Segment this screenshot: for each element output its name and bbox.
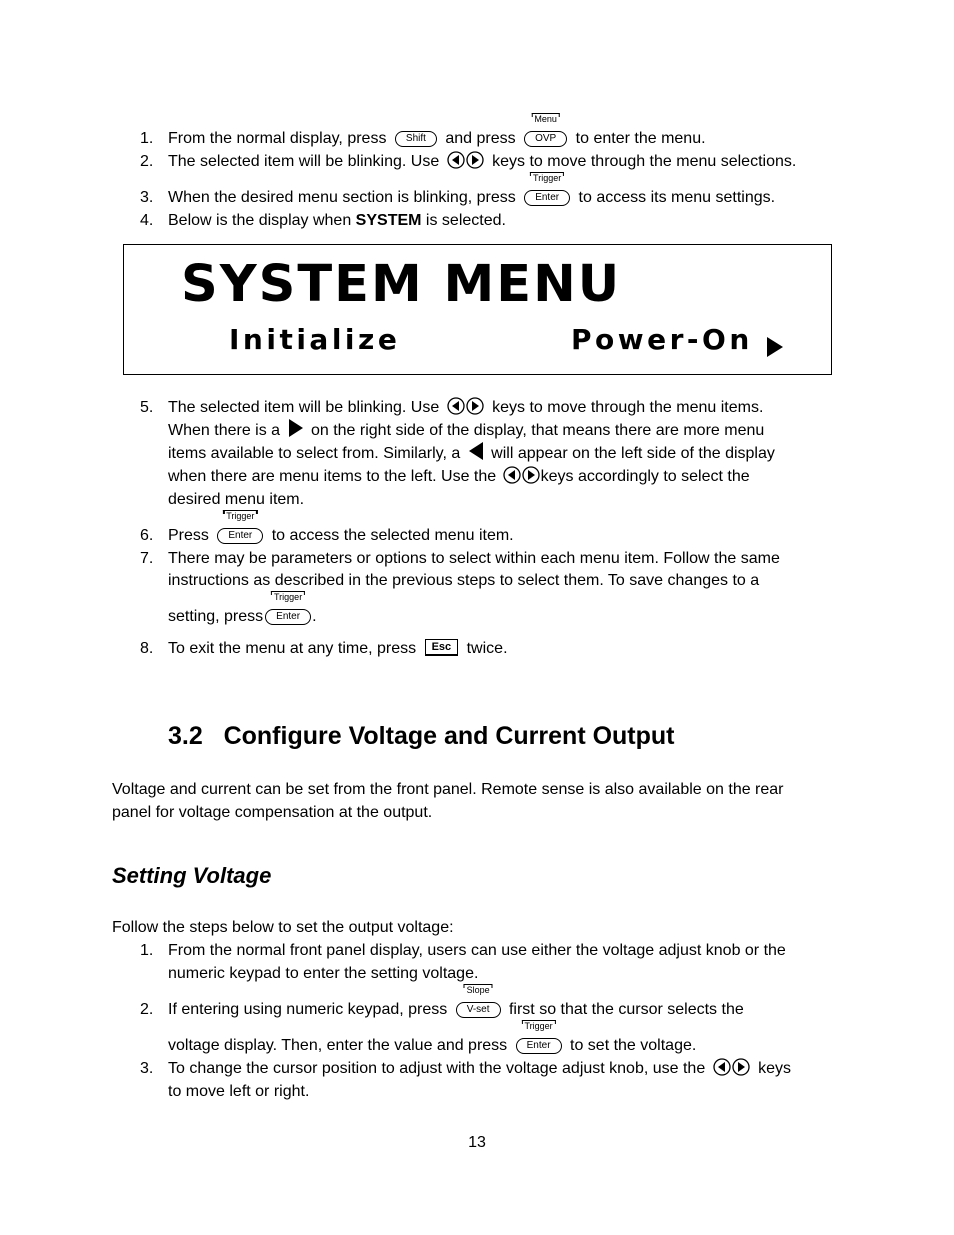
list-item-line: items available to select from. Similarly, a will appear on the left side of the display: [168, 442, 775, 465]
trigger-sublabel: Trigger: [223, 510, 257, 521]
right-triangle-icon: [288, 419, 304, 437]
slope-sublabel: Slope: [464, 984, 493, 995]
menu-sublabel: Menu: [531, 113, 560, 124]
section-heading: 3.2 Configure Voltage and Current Output: [168, 722, 675, 750]
list-item: If entering using numeric keypad, press Slope V-set first so that the cursor selects the: [168, 985, 744, 1018]
list-number: 6.: [140, 527, 154, 544]
list-number: 1.: [140, 942, 154, 959]
right-triangle-icon: [766, 337, 784, 357]
list-item: To change the cursor position to adjust with the voltage adjust knob, use the keys: [168, 1060, 792, 1077]
list-number: 3.: [140, 189, 154, 206]
trigger-sublabel: Trigger: [271, 591, 305, 602]
list-item-line: setting, press Trigger Enter .: [168, 592, 317, 625]
left-right-arrows-icon: [503, 466, 541, 484]
list-item: From the normal display, press Shift and press Menu OVP to enter the menu.: [168, 114, 706, 147]
list-item: To exit the menu at any time, press Esc twice.: [168, 640, 508, 657]
list-number: 7.: [140, 550, 154, 567]
list-number: 3.: [140, 1060, 154, 1077]
left-right-arrows-icon: [447, 397, 485, 415]
list-item: From the normal front panel display, users can use either the voltage adjust knob or the: [168, 942, 786, 959]
list-number: 1.: [140, 130, 154, 147]
trigger-sublabel: Trigger: [522, 1020, 556, 1031]
shift-key: Shift: [395, 131, 437, 147]
left-right-arrows-icon: [447, 151, 485, 169]
lcd-display: [123, 244, 832, 375]
list-number: 2.: [140, 153, 154, 170]
enter-key: Trigger Enter: [265, 609, 311, 625]
enter-key: Trigger Enter: [516, 1038, 562, 1054]
list-item-line: when there are menu items to the left. Use the keys accordingly to select the: [168, 468, 750, 485]
list-number: 5.: [140, 399, 154, 416]
list-item-line: numeric keypad to enter the setting voltage.: [168, 965, 479, 982]
left-right-arrows-icon: [713, 1058, 751, 1076]
list-item-line: instructions as described in the previous steps to select them. To save changes to a: [168, 572, 760, 589]
list-item-line: When there is a on the right side of the display, that means there are more menu: [168, 419, 764, 442]
list-item-line: voltage display. Then, enter the value and press Trigger Enter to set the voltage.: [168, 1021, 697, 1054]
trigger-sublabel: Trigger: [530, 172, 564, 183]
list-item-line: desired menu item.: [168, 491, 305, 508]
vset-key: Slope V-set: [456, 1002, 501, 1018]
display-item-power-on: Power-On: [571, 323, 753, 356]
display-title: SYSTEM MENU: [181, 255, 622, 314]
list-item: The selected item will be blinking. Use keys to move through the menu items.: [168, 399, 764, 416]
left-triangle-icon: [468, 442, 484, 460]
enter-key: Trigger Enter: [217, 528, 263, 544]
ovp-key: Menu OVP: [524, 131, 567, 147]
list-item: Press Trigger Enter to access the selected menu item.: [168, 511, 514, 544]
list-number: 8.: [140, 640, 154, 657]
list-item: Below is the display when SYSTEM is selected.: [168, 212, 506, 229]
list-item: The selected item will be blinking. Use keys to move through the menu selections.: [168, 153, 797, 170]
subsection-heading: Setting Voltage: [112, 863, 272, 888]
list-item-line: to move left or right.: [168, 1083, 310, 1100]
enter-key: Trigger Enter: [524, 190, 570, 206]
display-item-initialize: Initialize: [229, 323, 401, 356]
page-number: 13: [468, 1134, 486, 1151]
section-intro: Voltage and current can be set from the front panel. Remote sense is also available on the rear panel for voltage compensation at the output.: [112, 781, 784, 821]
list-number: 2.: [140, 1001, 154, 1018]
list-item: There may be parameters or options to select within each menu item. Follow the same: [168, 550, 780, 567]
esc-key: Esc: [425, 639, 459, 656]
list-number: 4.: [140, 212, 154, 229]
lead-text: Follow the steps below to set the output voltage:: [112, 919, 454, 936]
list-item: When the desired menu section is blinking, press Trigger Enter to access its menu settings.: [168, 173, 776, 206]
